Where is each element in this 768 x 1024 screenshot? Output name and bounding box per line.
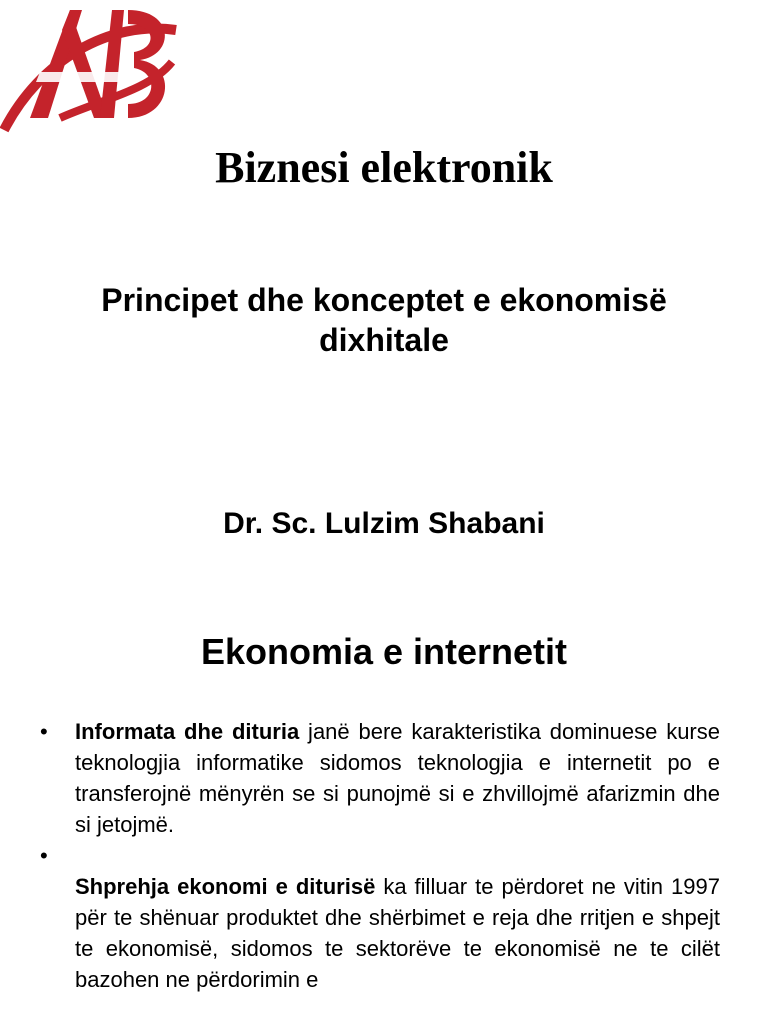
paragraph <box>75 871 720 995</box>
bullet-list <box>40 716 720 995</box>
bold-term: Informata dhe dituria <box>75 719 300 744</box>
page-title: Biznesi elektronik <box>215 143 553 192</box>
section-heading: Ekonomia e internetit <box>200 631 568 672</box>
paragraph-text: janë bere karakteristika dominuese kurse teknologjia informatike sidomos teknologjia e internetit po e transferojnë mënyrën se si punojmë si e zhvillojmë afarizmin dhe si jetojmë. <box>75 719 720 837</box>
list-item <box>40 716 720 840</box>
university-logo-icon <box>0 0 180 140</box>
bullet-icon: • <box>40 719 48 744</box>
paragraph <box>75 716 720 840</box>
subtitle: Principet dhe konceptet e ekonomisë dixhitale <box>101 282 667 358</box>
list-item <box>40 840 720 871</box>
bold-term: Shprehja ekonomi e diturisë <box>75 874 376 899</box>
author-name: Dr. Sc. Lulzim Shabani <box>223 507 545 540</box>
paragraph-text: ka filluar te përdoret ne vitin 1997 për te shënuar produktet dhe shërbimet e reja dhe rritjen e shpejt te ekonomisë, sidomos te sektorëve te ekonomisë ne te cilët bazohen ne përdorimin e <box>75 874 720 992</box>
list-item-continuation <box>40 871 720 995</box>
bullet-icon: • <box>40 843 48 868</box>
